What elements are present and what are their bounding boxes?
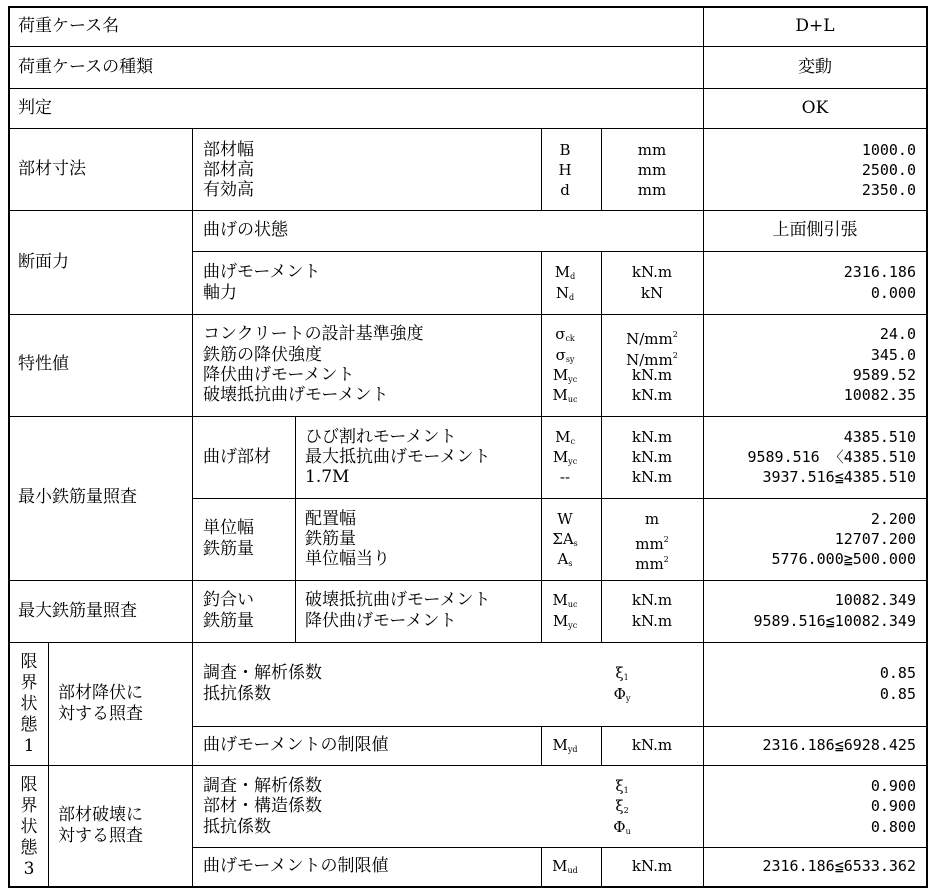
min-bending-item: 1.7M <box>305 467 350 487</box>
min-bending-item: ひび割れモーメント <box>305 427 457 447</box>
unit-item: 配置幅 <box>305 509 356 529</box>
char-unit: $N/mm^2$ <box>626 351 678 369</box>
char-unit: kN.m <box>631 386 673 404</box>
dim-item: 有効高 <box>203 180 254 200</box>
limit-state-3-char: 3 <box>23 859 35 879</box>
char-symbol: $\sigma_{ck}$ <box>555 325 575 343</box>
ls1-limit-symbol: $M_{yd}$ <box>552 736 578 754</box>
force-value: 0.000 <box>870 284 916 302</box>
force-item: 曲げモーメント <box>203 262 321 282</box>
char-item: 鉄筋の降伏強度 <box>203 345 322 365</box>
limit-state-1-char: 状 <box>20 694 38 714</box>
failure-check-label: 対する照査 <box>58 826 143 846</box>
unit-width-label: 単位幅 <box>203 518 254 538</box>
unit-symbol: $A_s$ <box>557 550 573 568</box>
ls3-coef-symbol: $\xi_2$ <box>615 797 629 815</box>
max-item: 降伏曲げモーメント <box>305 611 457 631</box>
char-value: 345.0 <box>870 346 916 364</box>
min-rebar-label: 最小鉄筋量照査 <box>18 487 137 507</box>
ls3-coef-symbol: $\xi_1$ <box>615 777 629 795</box>
char-unit: $N/mm^2$ <box>626 330 678 348</box>
load-case-type-value: 変動 <box>798 57 832 77</box>
limit-state-3-char: 状 <box>20 817 38 837</box>
dim-symbol: H <box>558 161 572 179</box>
load-case-name-label: 荷重ケース名 <box>18 16 120 36</box>
characteristic-label: 特性値 <box>18 354 69 374</box>
max-value: 10082.349 <box>834 591 916 609</box>
min-bending-unit: kN.m <box>631 448 673 466</box>
dim-value: 2350.0 <box>861 181 916 199</box>
unit-unit: m <box>644 510 660 528</box>
load-case-name-value: D+L <box>795 16 835 36</box>
ls3-coef-item: 部材・構造係数 <box>203 796 322 816</box>
section-force-label: 断面力 <box>18 252 69 272</box>
ls3-coef-symbol: $\Phi_u$ <box>613 818 631 836</box>
yield-check-label: 対する照査 <box>58 704 143 724</box>
unit-unit: $mm^2$ <box>635 535 669 553</box>
ls1-coef-value: 0.85 <box>879 664 916 682</box>
ls3-coef-value: 0.800 <box>870 818 916 836</box>
ls3-limit-unit: kN.m <box>631 857 673 875</box>
limit-state-1-char: 界 <box>20 673 38 693</box>
force-symbol: $M_d$ <box>554 263 576 281</box>
ls3-limit-value: 2316.186≦6533.362 <box>762 857 916 875</box>
yield-check-label: 部材降伏に <box>58 683 143 703</box>
dim-item: 部材高 <box>203 160 254 180</box>
dim-value: 1000.0 <box>861 141 916 159</box>
char-value: 9589.52 <box>852 366 916 384</box>
failure-check-label: 部材破壊に <box>58 805 143 825</box>
dim-unit: mm <box>637 181 667 199</box>
char-symbol: $M_{yc}$ <box>552 366 578 384</box>
ls3-limit-symbol: $M_{ud}$ <box>552 857 578 875</box>
ls1-limit-item: 曲げモーメントの制限値 <box>203 735 389 755</box>
min-bending-item: 最大抵抗曲げモーメント <box>305 447 491 467</box>
dim-symbol: d <box>560 181 570 199</box>
limit-state-1-char: 限 <box>20 652 38 672</box>
ls1-limit-value: 2316.186≦6928.425 <box>762 736 916 754</box>
judgement-label: 判定 <box>18 98 52 118</box>
max-item: 破壊抵抗曲げモーメント <box>305 590 491 610</box>
load-case-type-label: 荷重ケースの種類 <box>18 57 154 77</box>
dim-unit: mm <box>637 161 667 179</box>
min-bending-symbol: $M_c$ <box>555 428 575 446</box>
max-unit: kN.m <box>631 612 673 630</box>
bending-state-value: 上面側引張 <box>772 220 858 240</box>
force-item: 軸力 <box>203 283 237 303</box>
ls1-coef-item: 調査・解析係数 <box>203 663 322 683</box>
force-value: 2316.186 <box>843 263 916 281</box>
limit-state-3-char: 限 <box>20 775 38 795</box>
limit-state-1-char: 1 <box>23 736 35 756</box>
dim-unit: mm <box>637 141 667 159</box>
unit-unit: $mm^2$ <box>635 555 669 573</box>
ls1-coef-symbol: $\xi_1$ <box>615 664 629 682</box>
force-symbol: $N_d$ <box>555 284 575 302</box>
dim-symbol: B <box>559 141 571 159</box>
max-symbol: $M_{uc}$ <box>552 591 578 609</box>
char-value: 10082.35 <box>843 386 916 404</box>
min-bending-value: 9589.516 〈4385.510 <box>747 448 916 466</box>
char-item: 破壊抵抗曲げモーメント <box>203 385 389 405</box>
ls1-coef-item: 抵抗係数 <box>203 684 271 704</box>
min-bending-value: 3937.516≦4385.510 <box>762 468 916 486</box>
judgement-value: OK <box>801 98 829 118</box>
char-symbol: $\sigma_{sy}$ <box>555 346 575 364</box>
unit-item: 単位幅当り <box>305 549 390 569</box>
dim-value: 2500.0 <box>861 161 916 179</box>
ls3-coef-value: 0.900 <box>870 777 916 795</box>
char-symbol: $M_{uc}$ <box>552 386 578 404</box>
max-value: 9589.516≦10082.349 <box>753 612 916 630</box>
min-bending-unit: kN.m <box>631 468 673 486</box>
min-bending-symbol: $M_{yc}$ <box>552 448 578 466</box>
char-value: 24.0 <box>879 325 916 343</box>
balance-label: 釣合い <box>203 590 254 610</box>
ls1-coef-value: 0.85 <box>879 685 916 703</box>
ls3-coef-item: 抵抗係数 <box>203 817 271 837</box>
dim-item: 部材幅 <box>203 140 254 160</box>
max-rebar-label: 最大鉄筋量照査 <box>18 601 137 621</box>
balance-label: 鉄筋量 <box>203 611 254 631</box>
min-bending-value: 4385.510 <box>843 428 916 446</box>
unit-value: 12707.200 <box>834 530 916 548</box>
unit-value: 5776.000≧500.000 <box>771 550 916 568</box>
ls1-coef-symbol: $\Phi_y$ <box>613 685 631 703</box>
dimensions-label: 部材寸法 <box>18 159 86 179</box>
unit-width-label: 鉄筋量 <box>203 539 254 559</box>
max-unit: kN.m <box>631 591 673 609</box>
unit-value: 2.200 <box>870 510 916 528</box>
unit-item: 鉄筋量 <box>305 529 356 549</box>
bending-state-label: 曲げの状態 <box>203 220 288 240</box>
limit-state-3-char: 態 <box>20 838 38 858</box>
min-bending-symbol: -- <box>559 468 571 486</box>
ls3-coef-value: 0.900 <box>870 797 916 815</box>
ls3-coef-item: 調査・解析係数 <box>203 776 322 796</box>
char-item: 降伏曲げモーメント <box>203 365 355 385</box>
force-unit: kN <box>640 284 664 302</box>
unit-symbol: W <box>557 510 573 528</box>
ls3-limit-item: 曲げモーメントの制限値 <box>203 856 389 876</box>
ls1-limit-unit: kN.m <box>631 736 673 754</box>
max-symbol: $M_{yc}$ <box>552 612 578 630</box>
limit-state-3-char: 界 <box>20 796 38 816</box>
char-unit: kN.m <box>631 366 673 384</box>
char-item: コンクリートの設計基準強度 <box>203 324 424 344</box>
min-bending-unit: kN.m <box>631 428 673 446</box>
limit-state-1-char: 態 <box>20 715 38 735</box>
bending-member-label: 曲げ部材 <box>203 447 271 467</box>
unit-symbol: $\Sigma A_s$ <box>552 530 578 548</box>
force-unit: kN.m <box>631 263 673 281</box>
